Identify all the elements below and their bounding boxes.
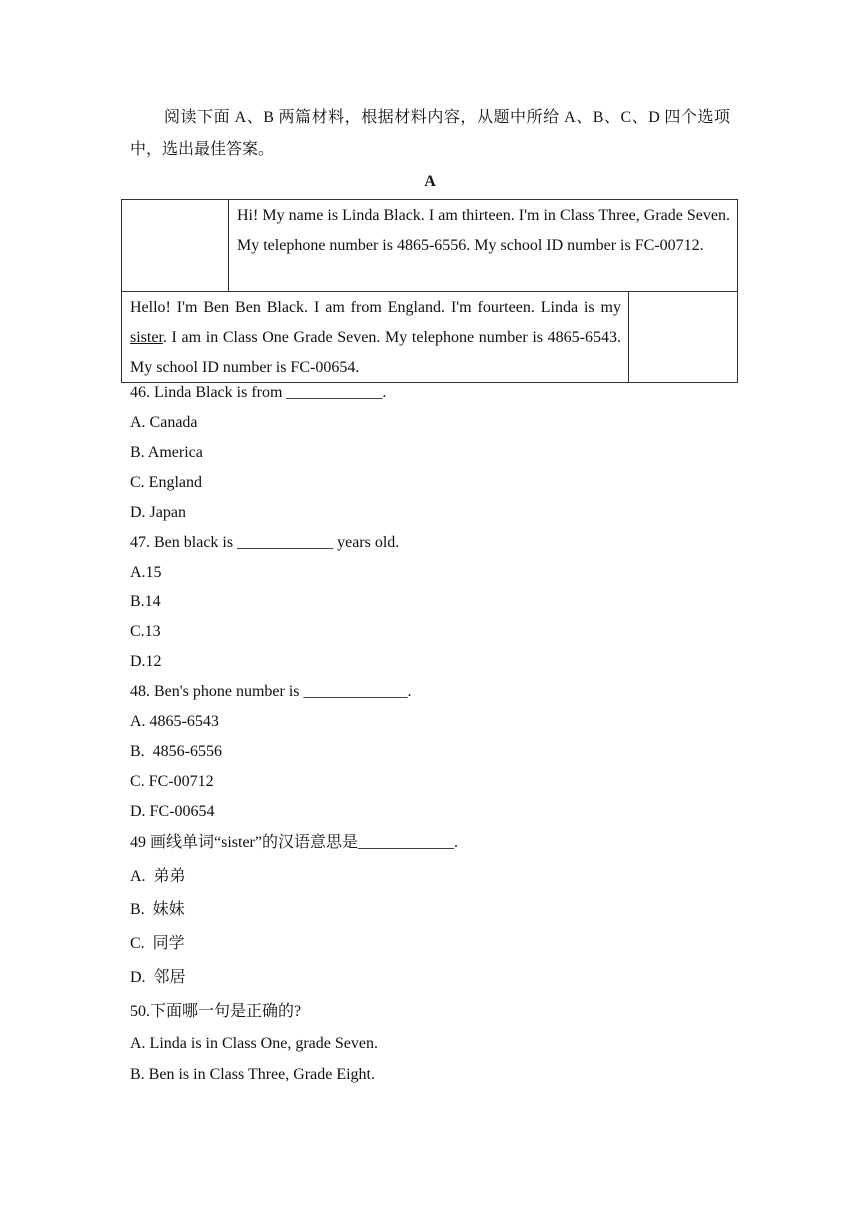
- question-46-option-c: C. England: [130, 474, 202, 491]
- question-49-option-c: C. 同学: [130, 935, 185, 952]
- ben-text-part2: . I am in Class One Grade Seven. My telephone number is 4865-6543. My school ID number is FC-00654.: [130, 329, 621, 376]
- question-49-option-b: B. 妹妹: [130, 901, 185, 918]
- question-47-option-b: B.14: [130, 593, 161, 610]
- question-49-option-d: D. 邻居: [130, 969, 186, 986]
- question-50-option-a: A. Linda is in Class One, grade Seven.: [130, 1035, 378, 1052]
- question-49-option-a: A. 弟弟: [130, 868, 186, 885]
- question-50-option-b: B. Ben is in Class Three, Grade Eight.: [130, 1066, 375, 1083]
- instructions: 阅读下面 A、B 两篇材料，根据材料内容，从题中所给 A、B、C、D 四个选项中，选出最佳答案。: [130, 109, 730, 158]
- question-48-stem: 48. Ben's phone number is _____________.: [130, 683, 412, 700]
- photo-cell-ben: [629, 292, 737, 382]
- underlined-word-sister: sister: [130, 329, 163, 346]
- section-title: A: [424, 173, 436, 190]
- question-50-stem: 50.下面哪一句是正确的?: [130, 1003, 302, 1020]
- question-46-option-d: D. Japan: [130, 504, 186, 521]
- table-row-linda: [121, 199, 738, 292]
- question-48-option-d: D. FC-00654: [130, 803, 215, 820]
- question-46-option-b: B. America: [130, 444, 203, 461]
- photo-cell-linda: [122, 200, 229, 291]
- table-row-ben: [121, 291, 738, 383]
- question-48-option-c: C. FC-00712: [130, 773, 214, 790]
- ben-intro-text: [122, 292, 629, 382]
- question-47-option-c: C.13: [130, 623, 161, 640]
- ben-text-part1: Hello! I'm Ben Ben Black. I am from England. I'm fourteen. Linda is my: [130, 299, 621, 316]
- question-47-option-d: D.12: [130, 653, 162, 670]
- question-47-option-a: A.15: [130, 564, 162, 581]
- question-46-stem: 46. Linda Black is from ____________.: [130, 384, 387, 401]
- question-49-stem: 49 画线单词“sister”的汉语意思是____________.: [130, 834, 458, 851]
- linda-intro-text: Hi! My name is Linda Black. I am thirteen. I'm in Class Three, Grade Seven. My telephone number is 4865-6556. My school ID number is FC-00712.: [237, 207, 730, 254]
- question-46-option-a: A. Canada: [130, 414, 198, 431]
- question-48-option-b: B. 4856-6556: [130, 743, 222, 760]
- question-47-stem: 47. Ben black is ____________ years old.: [130, 534, 400, 551]
- question-48-option-a: A. 4865-6543: [130, 713, 219, 730]
